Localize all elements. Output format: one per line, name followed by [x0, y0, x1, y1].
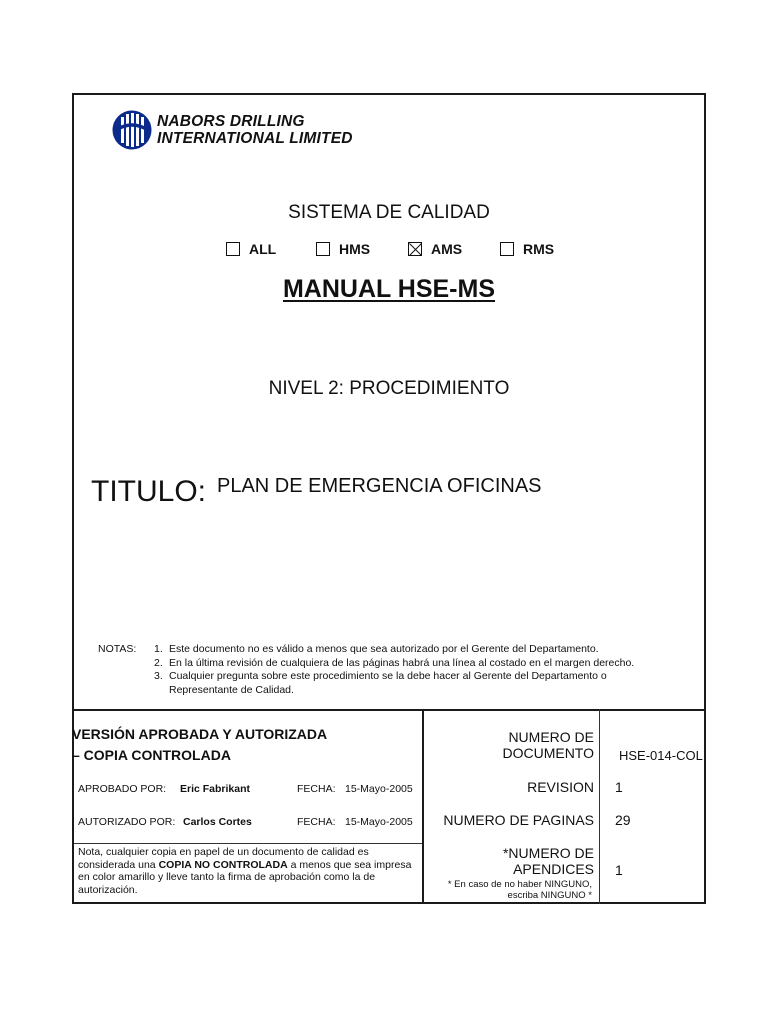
title-label: TITULO: [91, 475, 207, 508]
note-number: 1. [154, 643, 163, 655]
checkbox-rms-box[interactable] [500, 242, 514, 256]
copy-note-bold: COPIA NO CONTROLADA [158, 858, 288, 871]
appendices-label-line1: *NUMERO DE [502, 845, 594, 861]
procedure-level: NIVEL 2: PROCEDIMIENTO [268, 378, 510, 399]
company-name-line1: NABORS DRILLING [157, 113, 305, 130]
section-divider [74, 709, 704, 711]
checkbox-hms-label: HMS [339, 241, 371, 257]
pages-label: NUMERO DE PAGINAS [443, 812, 594, 828]
value-column-divider [599, 709, 600, 904]
system-title: SISTEMA DE CALIDAD [288, 202, 490, 223]
appendices-note-line2: escriba NINGUNO * [507, 890, 592, 901]
approval-heading-line1: VERSIÓN APROBADA Y AUTORIZADA [72, 726, 328, 742]
pages-value: 29 [615, 812, 631, 828]
checkbox-ams-label: AMS [431, 241, 463, 257]
approved-row [78, 783, 418, 797]
notes-list [154, 643, 674, 697]
checkbox-ams-box[interactable] [408, 242, 422, 256]
document-number-label-line2: DOCUMENTO [502, 745, 594, 761]
checkbox-hms-box[interactable] [316, 242, 330, 256]
checkbox-all-label: ALL [249, 241, 277, 257]
appendices-note [392, 879, 592, 901]
note-item [154, 657, 674, 671]
authorized-name: Carlos Cortes [183, 816, 252, 828]
appendices-label-line2: APENDICES [513, 861, 594, 877]
authorized-row [78, 816, 418, 830]
approval-heading [72, 724, 417, 766]
company-name-line2: INTERNATIONAL LIMITED [157, 130, 353, 147]
checkbox-rms-label: RMS [523, 241, 555, 257]
company-name [157, 113, 457, 147]
appendices-value: 1 [615, 862, 623, 878]
document-frame [72, 93, 706, 904]
system-checkbox-row [74, 241, 704, 261]
copy-note-prefix: Nota, cualquier copia en papel de un documento de calidad es considerada una [78, 846, 369, 871]
checkbox-all[interactable] [226, 241, 276, 257]
note-text: En la última revisión de cualquiera de las páginas habrá una línea al costado en el margen derecho. [169, 656, 635, 669]
copy-note-suffix: a menos que sea impresa en color amarillo y lleve tanto la firma de aprobación como la de autorización. [78, 858, 412, 896]
authorized-date-label: FECHA: [297, 816, 336, 828]
document-number-label [502, 729, 594, 761]
signature-divider [74, 843, 422, 844]
notes-label: NOTAS: [98, 643, 137, 655]
nabors-logo-icon [112, 109, 152, 151]
manual-title [74, 275, 704, 304]
appendices-label [503, 845, 594, 877]
authorized-label: AUTORIZADO POR: [78, 816, 176, 828]
manual-title-text: MANUAL HSE-MS [282, 275, 496, 303]
appendices-note-line1: * En caso de no haber NINGUNO, [447, 879, 592, 890]
checkbox-rms[interactable] [500, 241, 554, 257]
note-item [154, 643, 674, 657]
document-number-label-line1: NUMERO DE [508, 729, 594, 745]
approval-heading-line2: – COPIA CONTROLADA [72, 747, 231, 763]
approved-label: APROBADO POR: [78, 783, 167, 795]
revision-value: 1 [615, 779, 623, 795]
copy-note [78, 846, 421, 896]
approved-date-label: FECHA: [297, 783, 336, 795]
approved-name: Eric Fabrikant [180, 783, 251, 795]
note-item [154, 670, 674, 697]
authorized-date: 15-Mayo-2005 [345, 816, 413, 828]
column-divider [422, 709, 424, 904]
note-text: Cualquier pregunta sobre este procedimiento se la debe hacer al Gerente del Departamento o Representante de Calidad. [169, 670, 607, 696]
document-number-value: HSE-014-COL [619, 748, 703, 763]
note-number: 3. [154, 670, 163, 682]
revision-label: REVISION [527, 779, 594, 795]
approved-date: 15-Mayo-2005 [345, 783, 413, 795]
checkbox-all-box[interactable] [226, 242, 240, 256]
checkbox-ams[interactable] [408, 241, 462, 257]
note-number: 2. [154, 656, 163, 669]
title-value: PLAN DE EMERGENCIA OFICINAS [217, 475, 542, 497]
note-text: Este documento no es válido a menos que sea autorizado por el Gerente del Departamento. [169, 643, 599, 655]
checkbox-hms[interactable] [316, 241, 370, 257]
